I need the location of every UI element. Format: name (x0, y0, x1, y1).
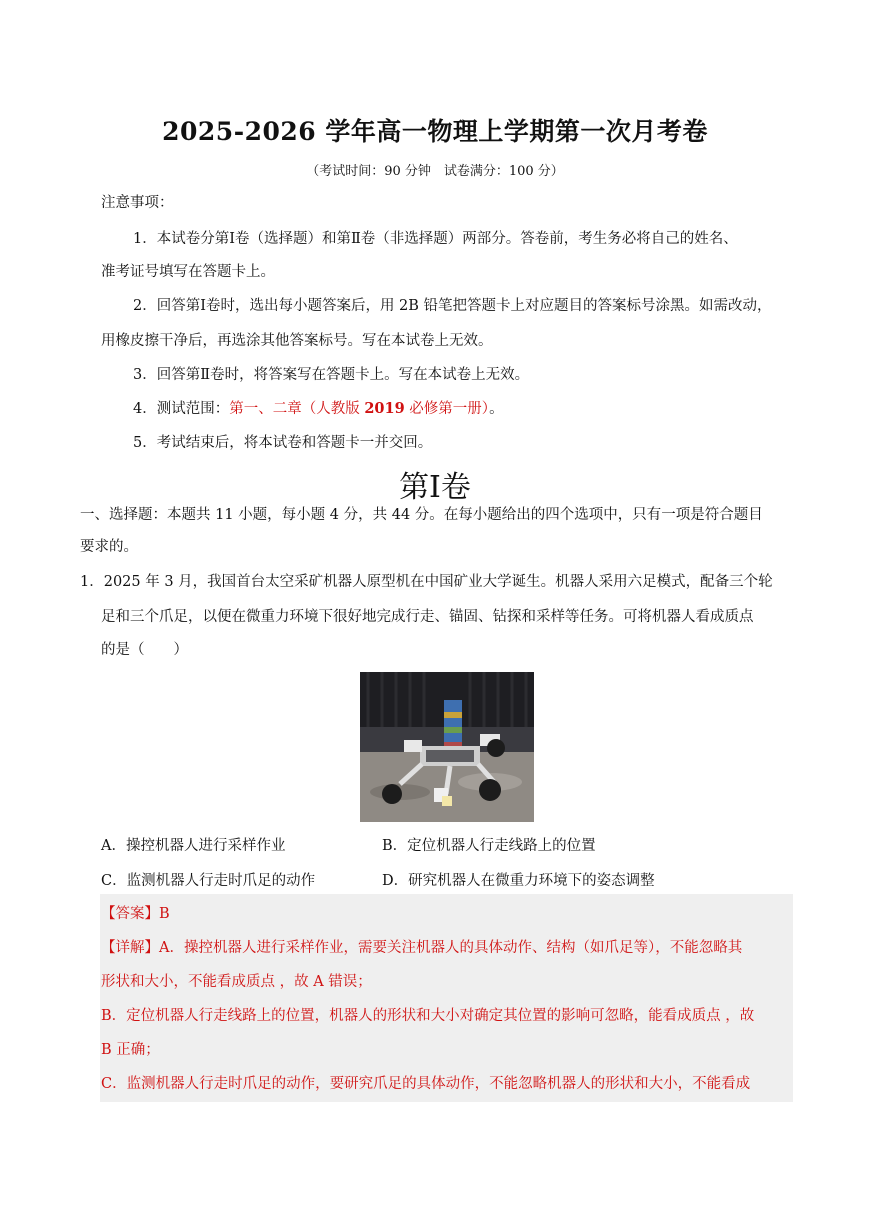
option-b: B．定位机器人行走线路上的位置 (382, 838, 596, 854)
notes-heading: 注意事项： (101, 195, 174, 211)
note-item-3: 3．回答第Ⅱ卷时，将答案写在答题卡上。写在本试卷上无效。 (133, 367, 530, 383)
answer-box (100, 894, 793, 1102)
option-a: A．操控机器人进行采样作业 (101, 838, 286, 854)
note-item-4-scope-a: 第一、二章（人教版 (229, 401, 365, 417)
note-item-5: 5．考试结束后，将本试卷和答题卡一并交回。 (133, 435, 433, 451)
note-item-1-line-1: 1．本试卷分第Ⅰ卷（选择题）和第Ⅱ卷（非选择题）两部分。答卷前，考生务必将自己的姓名、 (133, 231, 738, 247)
answer-detail-line-2: 形状和大小，不能看成质点 ，故 A 错误； (101, 974, 372, 990)
page-title: 2025-2026 学年高一物理上学期第一次月考卷 (162, 117, 708, 146)
note-item-2-line-1: 2．回答第Ⅰ卷时，选出每小题答案后，用 2B 铅笔把答题卡上对应题目的答案标号涂黑。如需改动， (133, 298, 772, 314)
note-item-4-suffix: 。 (489, 401, 504, 417)
note-item-4-scope-b: 2019 (364, 400, 405, 417)
section-title: 第Ⅰ卷 (399, 470, 471, 505)
note-item-2-line-2: 用橡皮擦干净后，再选涂其他答案标号。写在本试卷上无效。 (101, 333, 493, 349)
question-1-line-3: 的是（ ） (101, 642, 188, 658)
part1-instruction-line-1: 一、选择题：本题共 11 小题，每小题 4 分，共 44 分。在每小题给出的四个选项中，只有一项是符合题目 (80, 507, 763, 523)
option-c: C．监测机器人行走时爪足的动作 (101, 873, 316, 889)
note-item-4-scope-c: 必修第一册） (404, 401, 490, 417)
note-item-1-line-2: 准考证号填写在答题卡上。 (101, 264, 275, 280)
answer-detail-line-1: 【详解】A．操控机器人进行采样作业，需要关注机器人的具体动作、结构（如爪足等），不能忽略其 (101, 940, 743, 956)
question-1-line-2: 足和三个爪足，以便在微重力环境下很好地完成行走、锚固、钻探和采样等任务。可将机器人看成质点 (101, 609, 754, 625)
answer-detail-line-3: B．定位机器人行走线路上的位置，机器人的形状和大小对确定其位置的影响可忽略，能看成质点 ，故 (101, 1008, 755, 1024)
answer-detail-line-4: B 正确； (101, 1042, 160, 1058)
page-subtitle: （考试时间：90 分钟 试卷满分：100 分） (306, 164, 564, 179)
answer-label: 【答案】B (101, 906, 170, 922)
part1-instruction-line-2: 要求的。 (80, 539, 138, 555)
robot-photo (360, 672, 534, 822)
option-d: D．研究机器人在微重力环境下的姿态调整 (382, 873, 655, 889)
answer-detail-line-5: C．监测机器人行走时爪足的动作，要研究爪足的具体动作，不能忽略机器人的形状和大小，不能看成 (101, 1076, 751, 1092)
note-item-4-prefix: 4．测试范围： (133, 401, 230, 417)
note-item-4 (133, 399, 504, 419)
question-1-line-1: 1．2025 年 3 月，我国首台太空采矿机器人原型机在中国矿业大学诞生。机器人采用六足模式，配备三个轮 (80, 574, 773, 590)
